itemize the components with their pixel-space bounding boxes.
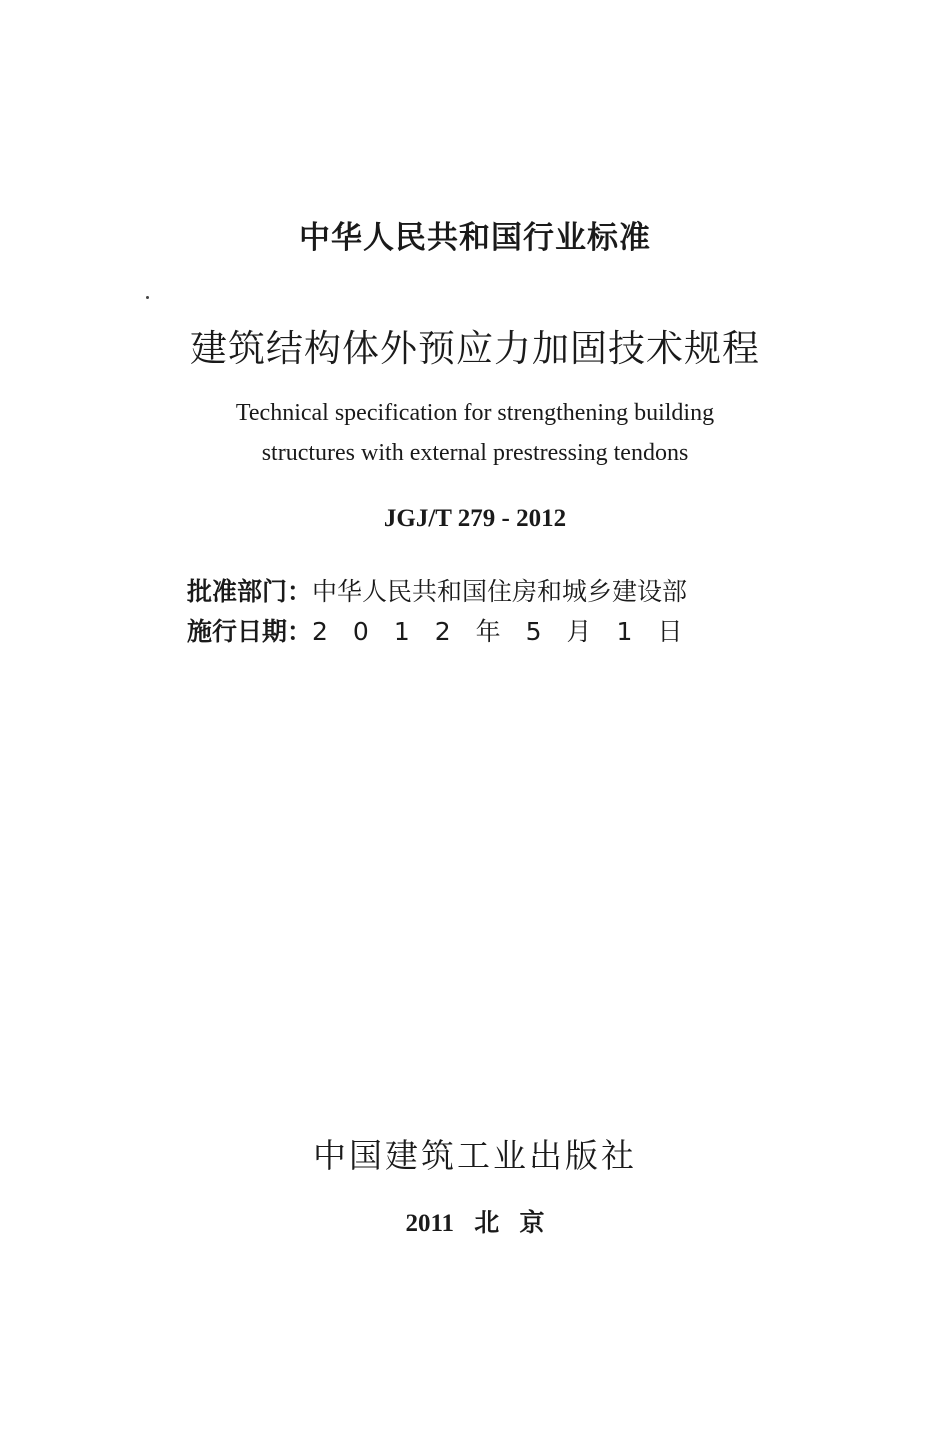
document-title-en-line-1: Technical specification for strengthening building [235,400,715,426]
effective-date-row [187,612,707,648]
document-title-zh: 建筑结构体外预应力加固技术规程 [190,327,760,370]
document-title-en-line-2: structures with external prestressing tendons [261,440,689,466]
effective-date-label: 施行日期： [187,617,313,646]
approval-department-value: 中华人民共和国住房和城乡建设部 [312,577,688,606]
standard-series-title: 中华人民共和国行业标准 [299,220,651,256]
effective-date-value: 2012年5月1日 [312,617,708,646]
standard-code: JGJ/T 279 - 2012 [383,505,567,532]
approval-department-row [187,572,687,608]
publication-year-place: 2011 北 京 [405,1210,545,1237]
approval-department-label: 批准部门： [187,577,313,606]
publisher-name: 中国建筑工业出版社 [313,1136,637,1175]
scan-speck [146,296,149,299]
